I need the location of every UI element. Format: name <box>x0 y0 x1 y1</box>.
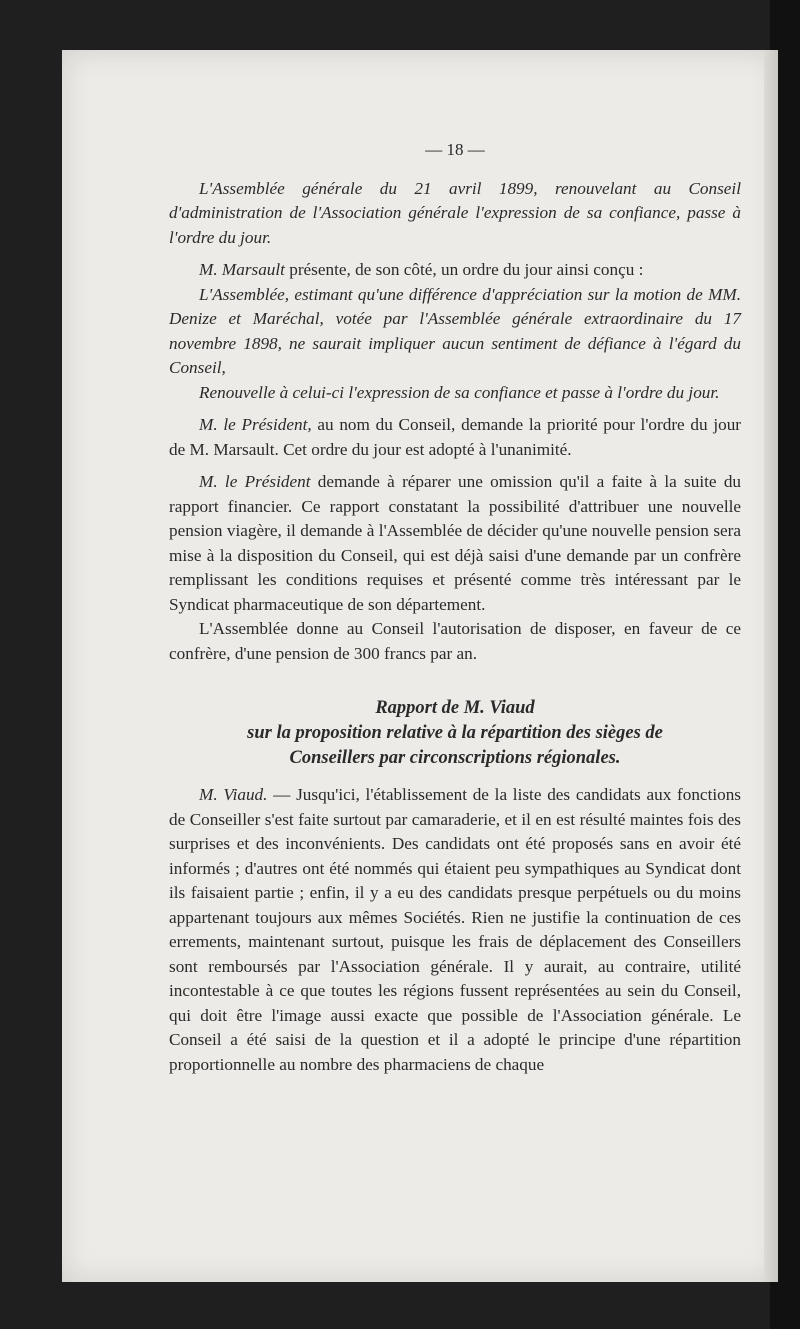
page-content <box>169 138 741 1077</box>
paragraph-text: au nom du Conseil, demande la priorité pour l'ordre du jour de M. Marsault. Cet ordre du jour est adopté à l'unanimité. <box>169 415 742 459</box>
paragraph-marsault <box>169 258 741 283</box>
paragraph-president-1 <box>169 413 741 462</box>
page-fold <box>764 50 778 1282</box>
paragraph-viaud <box>169 783 741 1077</box>
paragraph-text: demande à réparer une omission qu'il a faite à la suite du rapport financier. Ce rapport constatant la possibilité d'attribuer une nouvelle pension viagère, il demande à l'Assemblée de décider qu'une nouvelle pension sera mise à la disposition du Conseil, qui est déjà saisi d'une demande par un confrère remplissant les conditions requises et présenté comme très intéressant par le Syndicat pharmaceutique de son département. <box>169 472 742 614</box>
paragraph-text: présente, de son côté, un ordre du jour ainsi conçu : <box>284 260 644 279</box>
speaker-name: M. Viaud. <box>199 785 268 804</box>
paragraph-assemblee: L'Assemblée donne au Conseil l'autorisation de disposer, en faveur de ce confrère, d'une pension de 300 francs par an. <box>169 619 741 663</box>
speaker-name: M. le Président, <box>199 415 312 434</box>
paragraph-president-2 <box>169 470 741 617</box>
paragraph-text: — Jusqu'ici, l'établissement de la liste des candidats aux fonctions de Conseiller s'est faite surtout par camaraderie, et il en est résulté maintes fois des surprises et des inconvénients. Des candidats ont été proposés sans en avoir été informés ; d'autres ont été nommés qui étaient peu sympathiques au Syndicat dont ils faisaient partie ; enfin, il y a eu des candidats presque perpétuels ou du moins appartenant toujours aux mêmes Sociétés. Rien ne justifie la continuation de ces errements, maintenant surtout, puisque les frais de déplacement des Conseillers sont remboursés par l'Association générale. Il y aurait, au contraire, utilité incontestable à ce que toutes les régions fussent représentées au sein du Conseil, qui doit être l'image aussi exacte que possible de l'Association générale. Le Conseil a été saisi de la question et il a adopté le principe d'une répartition proportionnelle au nombre des pharmaciens de chaque <box>169 785 741 1074</box>
speaker-name: M. le Président <box>199 472 311 491</box>
section-heading <box>169 696 741 771</box>
section-heading-line: Conseillers par circonscriptions régionales. <box>289 748 621 768</box>
section-heading-line: Rapport de M. Viaud <box>375 698 535 718</box>
paragraph-resolution-2: L'Assemblée, estimant qu'une différence d'appréciation sur la motion de MM. Denize et Maréchal, votée par l'Assemblée générale extraordinaire du 17 novembre 1898, ne saurait impliquer aucun sentiment de défiance à l'égard du Conseil, <box>169 284 741 377</box>
speaker-name: M. Marsault <box>199 260 285 279</box>
section-heading-line: sur la proposition relative à la répartition des sièges de <box>247 723 663 743</box>
paragraph-resolution-3: Renouvelle à celui-ci l'expression de sa confiance et passe à l'ordre du jour. <box>199 382 720 402</box>
paragraph-resolution-1: L'Assemblée générale du 21 avril 1899, renouvelant au Conseil d'administration de l'Association générale l'expression de sa confiance, passe à l'ordre du jour. <box>169 178 741 247</box>
document-page <box>62 50 778 1282</box>
page-number: — 18 — <box>425 140 485 159</box>
